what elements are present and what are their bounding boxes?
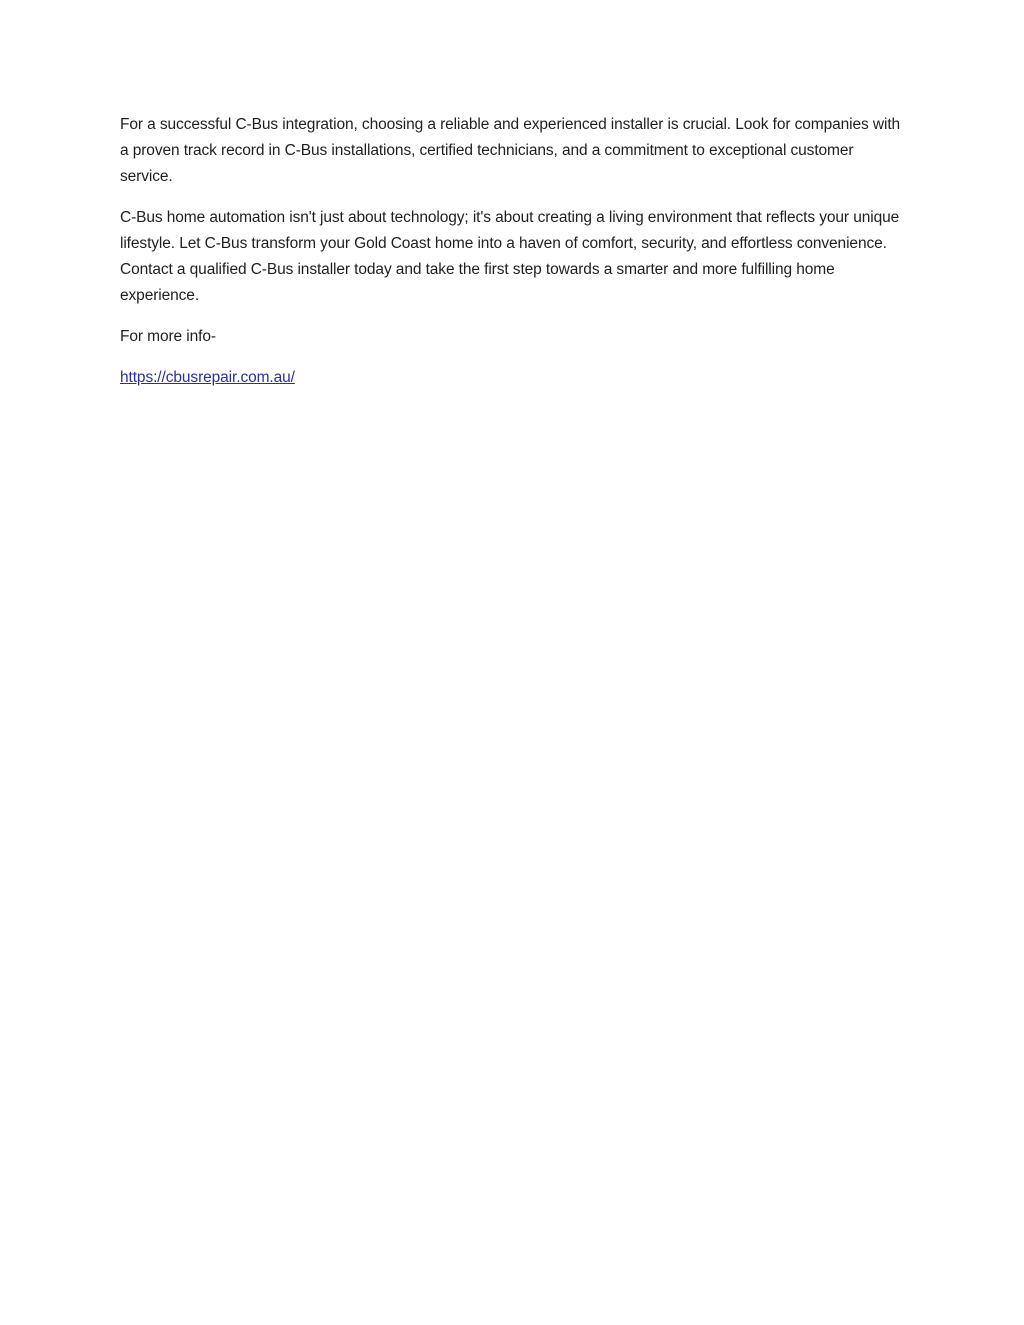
more-info-label: For more info- — [120, 328, 216, 345]
link-line — [120, 365, 902, 391]
paragraph-installer-choice: For a successful C-Bus integration, choosing a reliable and experienced installer is crucial. Look for companies with a proven track record in C-Bus installations, certified technicians, and a commitment to exceptional customer service. — [120, 116, 901, 185]
cbusrepair-link[interactable]: https://cbusrepair.com.au/ — [120, 369, 295, 386]
paragraph-lifestyle: C-Bus home automation isn't just about technology; it's about creating a living environment that reflects your unique lifestyle. Let C-Bus transform your Gold Coast home into a haven of comfort, security, and effortless convenience. Contact a qualified C-Bus installer today and take the first step towards a smarter and more fulfilling home experience. — [120, 209, 900, 304]
